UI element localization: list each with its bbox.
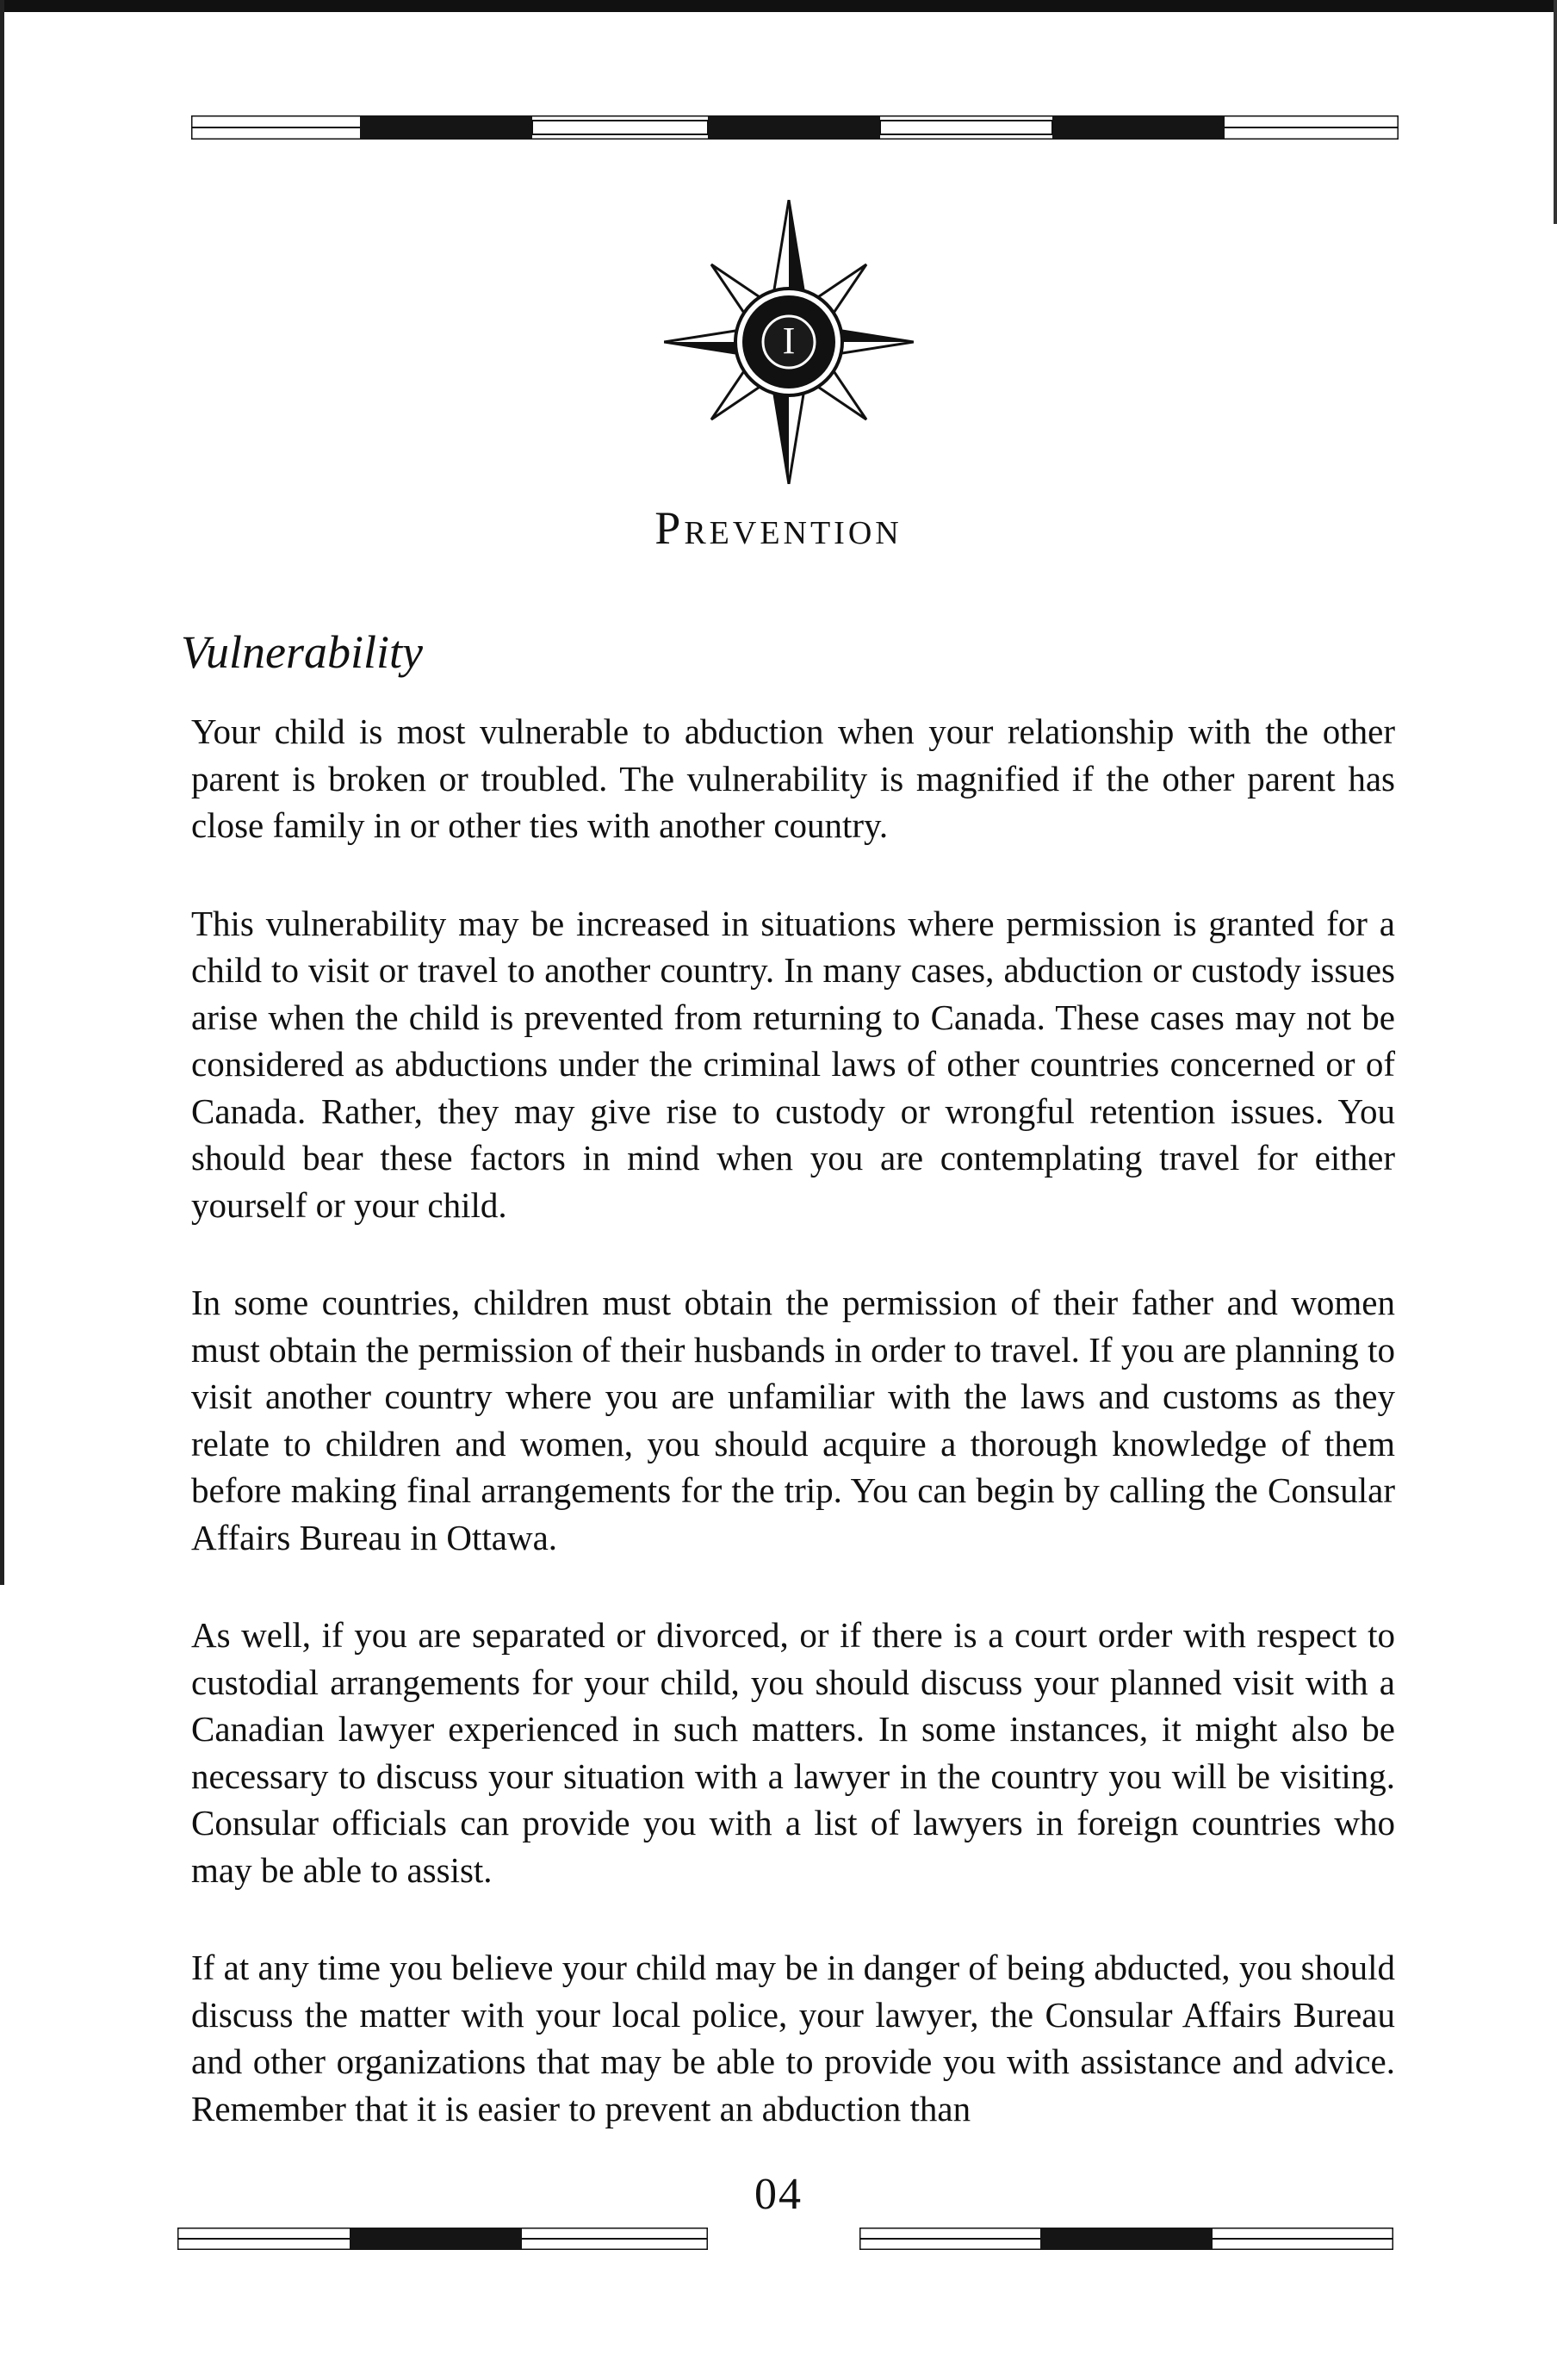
compass-star-emblem [664,200,914,488]
paragraph: This vulnerability may be increased in situations where permission is granted for a child to visit or travel to another country. In many cases, abduction or custody issues arise when the child is prevented from returning to Canada. These cases may not be considered as abductions under the criminal laws of other countries concerned or of Canada. Rather, they may give rise to custody or wrongful retention issues. You should bear these factors in mind when you are contemplating travel for either yourself or your child. [191,903,1395,1225]
chapter-title: Prevention [654,502,903,554]
paragraph: If at any time you believe your child may be in danger of being abducted, you should discuss the matter with your local police, your lawyer, the Consular Affairs Bureau and other organizations that may be able to provide you with assistance and advice. Remember that it is easier to prevent an abduction than [191,1948,1395,2128]
scan-edge-right [1554,0,1557,224]
paragraph: As well, if you are separated or divorced, or if there is a court order with respect to custodial arrangements for your child, you should discuss your planned visit with a Canadian lawyer experienced in such matters. In some instances, it might also be necessary to discuss your situation with a lawyer in the country you will be visiting. Consular officials can provide you with a list of lawyers in foreign countries who may be able to assist. [191,1615,1395,1890]
paragraph: In some countries, children must obtain the permission of their father and women must obtain the permission of their husbands in order to travel. If you are planning to visit another country where you are unfamiliar with the laws and customs as they relate to children and women, you should acquire a thorough knowledge of them before making final arrangements for the trip. You can begin by calling the Consular Affairs Bureau in Ottawa. [191,1283,1395,1557]
paragraph: Your child is most vulnerable to abduction when your relationship with the other parent is broken or troubled. The vulnerability is magnified if the other parent has close family in or other ties with another country. [191,712,1395,845]
body-text [191,708,1395,2183]
bottom-ornamental-bar-left [177,2228,708,2250]
top-ornamental-bar [191,115,1399,140]
page-number: 04 [754,2170,803,2219]
section-heading: Vulnerability [181,626,423,678]
scan-edge-left [0,0,4,1585]
chapter-numeral: I [782,320,796,362]
bottom-ornamental-bar-right [859,2228,1393,2250]
scan-edge-top [0,0,1557,12]
